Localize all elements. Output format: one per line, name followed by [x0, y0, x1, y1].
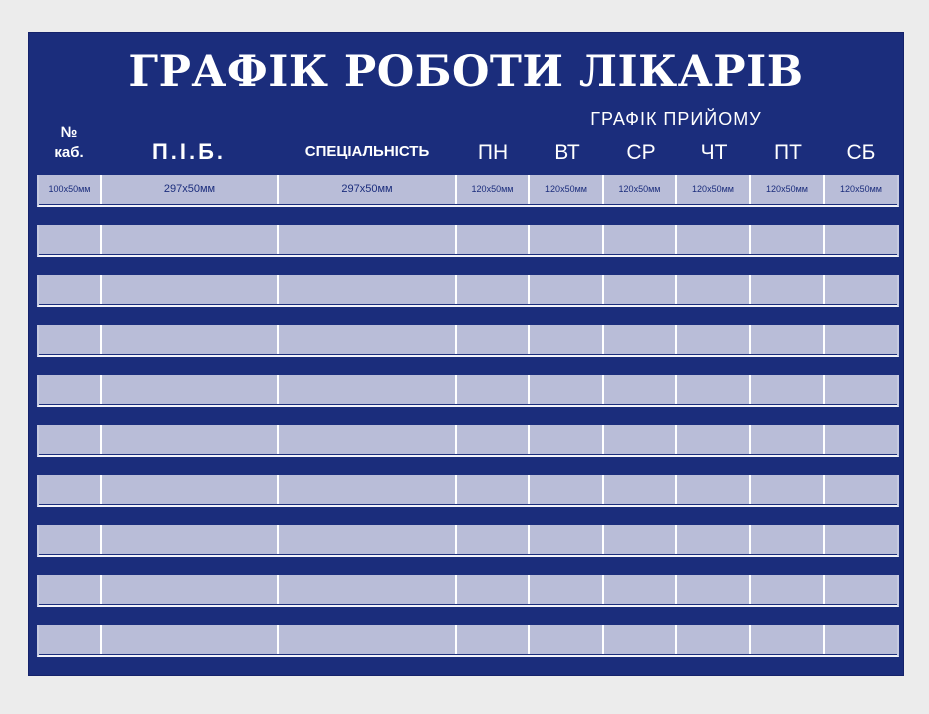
column-header-tue: ВТ: [554, 141, 580, 164]
pocket-wed: [604, 625, 677, 654]
size-label-sat: 120х50мм: [825, 175, 897, 204]
schedule-heading: ГРАФІК ПРИЙОМУ: [590, 109, 762, 129]
pocket-mon: [457, 225, 530, 254]
size-label-specialty: 297х50мм: [279, 175, 457, 204]
pocket-thu: [677, 375, 751, 404]
pocket-row: [37, 425, 899, 457]
pocket-tue: [530, 525, 604, 554]
pocket-wed: [604, 225, 677, 254]
pocket-thu: [677, 475, 751, 504]
pocket-thu: [677, 325, 751, 354]
pocket-name: [102, 275, 279, 304]
pocket-row: [37, 525, 899, 557]
schedule-board: [28, 32, 904, 676]
pocket-specialty: [279, 325, 457, 354]
pocket-wed: [604, 275, 677, 304]
pocket-tue: [530, 425, 604, 454]
pocket-fri: [751, 575, 825, 604]
pocket-sat: [825, 625, 897, 654]
pocket-wed: [604, 575, 677, 604]
pocket-row: [37, 225, 899, 257]
pocket-cabinet: [39, 625, 102, 654]
pocket-mon: [457, 425, 530, 454]
pocket-row: [37, 375, 899, 407]
pocket-name: [102, 225, 279, 254]
pocket-mon: [457, 525, 530, 554]
pocket-cabinet: [39, 225, 102, 254]
pocket-name: [102, 425, 279, 454]
pocket-fri: [751, 525, 825, 554]
column-header-fri: ПТ: [774, 141, 802, 164]
pocket-row: [37, 625, 899, 657]
pocket-mon: [457, 375, 530, 404]
pocket-cabinet: [39, 575, 102, 604]
pocket-tue: [530, 375, 604, 404]
pocket-specialty: [279, 625, 457, 654]
column-header-wed: СР: [626, 141, 656, 164]
pocket-cabinet: [39, 525, 102, 554]
pocket-thu: [677, 425, 751, 454]
pocket-tue: [530, 325, 604, 354]
pocket-wed: [604, 525, 677, 554]
pocket-fri: [751, 475, 825, 504]
pocket-wed: [604, 325, 677, 354]
size-label-tue: 120х50мм: [530, 175, 604, 204]
size-label-mon: 120х50мм: [457, 175, 530, 204]
pocket-specialty: [279, 225, 457, 254]
pocket-sat: [825, 575, 897, 604]
pocket-sat: [825, 475, 897, 504]
pocket-thu: [677, 275, 751, 304]
pocket-fri: [751, 625, 825, 654]
pocket-fri: [751, 225, 825, 254]
pocket-sat: [825, 225, 897, 254]
pocket-sat: [825, 425, 897, 454]
pocket-name: [102, 325, 279, 354]
pocket-fri: [751, 275, 825, 304]
size-label-thu: 120х50мм: [677, 175, 751, 204]
pocket-cabinet: [39, 325, 102, 354]
pocket-specialty: [279, 475, 457, 504]
pocket-sat: [825, 375, 897, 404]
pocket-row: [37, 475, 899, 507]
pocket-tue: [530, 275, 604, 304]
pocket-mon: [457, 275, 530, 304]
pocket-name: [102, 475, 279, 504]
pocket-thu: [677, 575, 751, 604]
pocket-thu: [677, 525, 751, 554]
pocket-specialty: [279, 575, 457, 604]
pocket-mon: [457, 475, 530, 504]
pocket-thu: [677, 625, 751, 654]
pocket-tue: [530, 475, 604, 504]
pocket-cabinet: [39, 375, 102, 404]
pocket-specialty: [279, 425, 457, 454]
column-header-sat: СБ: [846, 141, 876, 164]
column-header-cabinet: [39, 123, 99, 163]
pocket-tue: [530, 575, 604, 604]
pocket-specialty: [279, 275, 457, 304]
pocket-mon: [457, 625, 530, 654]
pocket-cabinet: [39, 275, 102, 304]
pocket-wed: [604, 375, 677, 404]
pocket-cabinet: [39, 475, 102, 504]
column-header-thu: ЧТ: [700, 141, 728, 164]
column-header-name: П.І.Б.: [151, 139, 227, 164]
pocket-specialty: [279, 525, 457, 554]
pocket-mon: [457, 325, 530, 354]
pocket-fri: [751, 375, 825, 404]
pocket-sat: [825, 525, 897, 554]
pocket-name: [102, 375, 279, 404]
pocket-fri: [751, 325, 825, 354]
size-label-fri: 120х50мм: [751, 175, 825, 204]
pocket-tue: [530, 625, 604, 654]
pocket-row: [37, 275, 899, 307]
pocket-name: [102, 625, 279, 654]
pocket-wed: [604, 475, 677, 504]
pocket-sat: [825, 275, 897, 304]
pocket-name: [102, 525, 279, 554]
pocket-wed: [604, 425, 677, 454]
column-header-mon: ПН: [477, 141, 509, 164]
pocket-thu: [677, 225, 751, 254]
cabinet-abbrev: каб.: [54, 144, 84, 161]
size-label-row: [37, 175, 899, 207]
pocket-row: [37, 575, 899, 607]
column-header-specialty: СПЕЦІАЛЬНІСТЬ: [304, 143, 430, 160]
pocket-tue: [530, 225, 604, 254]
size-label-cabinet: 100х50мм: [39, 175, 102, 204]
pocket-mon: [457, 575, 530, 604]
cabinet-number-sign: №: [60, 124, 78, 141]
board-title: ГРАФІК РОБОТИ ЛІКАРІВ: [128, 47, 804, 97]
pocket-name: [102, 575, 279, 604]
pocket-fri: [751, 425, 825, 454]
pocket-row: [37, 325, 899, 357]
pocket-sat: [825, 325, 897, 354]
pocket-specialty: [279, 375, 457, 404]
size-label-wed: 120х50мм: [604, 175, 677, 204]
pocket-cabinet: [39, 425, 102, 454]
size-label-name: 297х50мм: [102, 175, 279, 204]
